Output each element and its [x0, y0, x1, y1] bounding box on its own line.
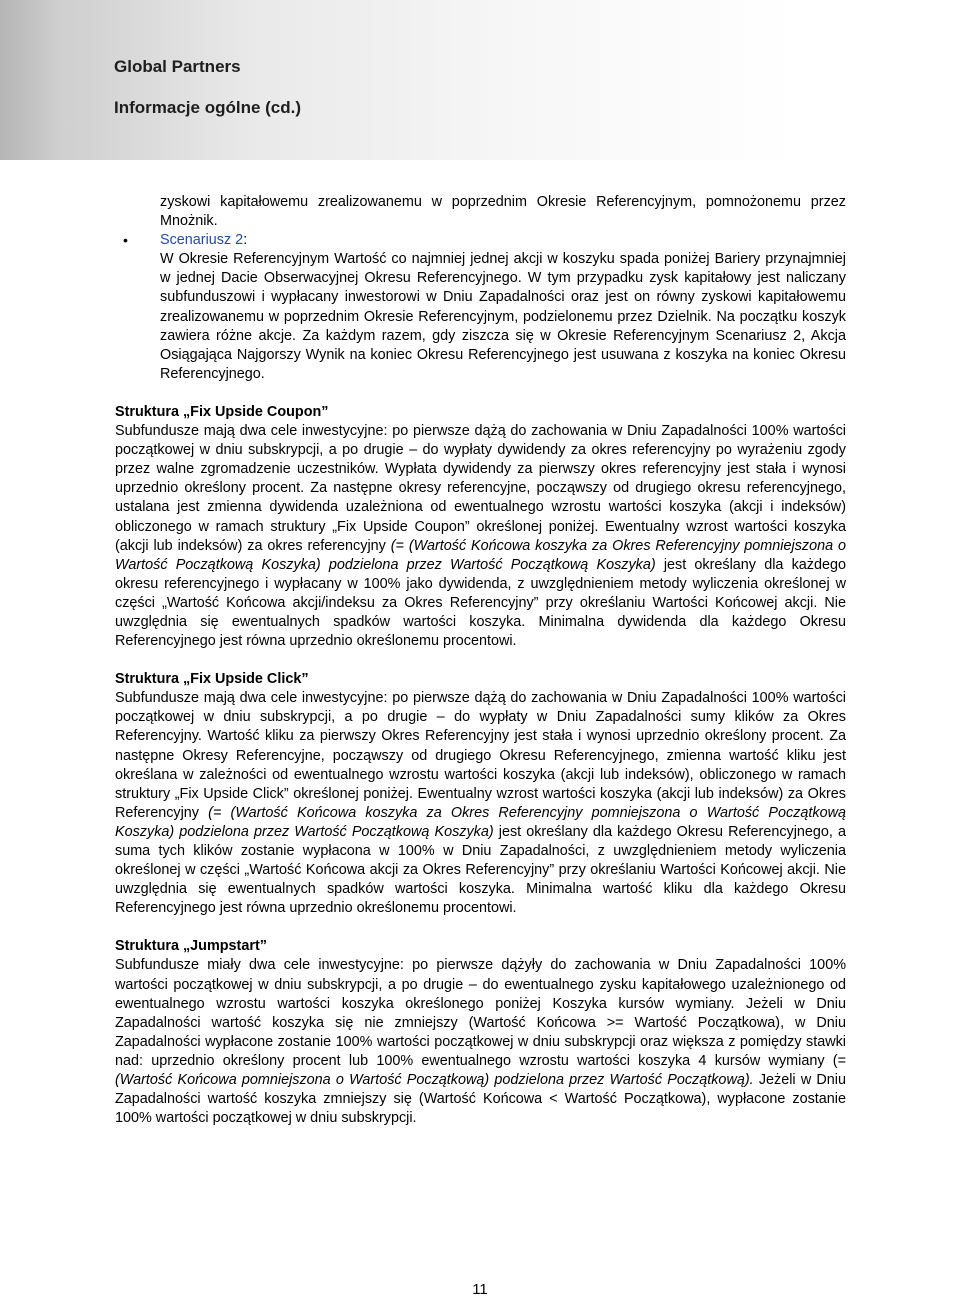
scenario-colon: :	[243, 232, 248, 249]
section-title: Struktura „Jumpstart”	[115, 938, 267, 955]
section-paragraph	[115, 422, 846, 651]
body-text: jest określany dla każdego Okresu Referencyjnego, a suma tych klików zostanie wypłacona w 100% w Dniu Zapadalności, z uwzględnieniem metody wyliczenia określonej w części „Wartość Końcowa akcji za Okres Referencyjny” przy określaniu Wartości Końcowej akcji. Nie uwzględnia się ewentualnych spadków wartości koszyka. Minimalna wartość kliku dla każdego Okresu Referencyjnego jest równa uprzednio określonemu procentowi.	[115, 823, 847, 917]
body-text: Subfundusze miały dwa cele inwestycyjne: po pierwsze dążyły do zachowania w Dniu Zapadalności 100% wartości początkowej w dniu subskrypcji, a po drugie – do ewentualnego zysku kapitałowego uzależnionego od ewentualnego wzrostu wartości koszyka określonego poniżej Koszyka kursów wymiany. Jeżeli w Dniu Zapadalności wartość koszyka się nie zmniejszy (Wartość Końcowa >= Wartość Początkowa), w Dniu Zapadalności wypłacone zostanie 100% wartości początkowej w dniu subskrypcji oraz większa z pomiędzy stawki nad: uprzednio określony procent lub 100% ewentualnego wzrostu wartości koszyka 4 kursów wymiany (=	[115, 957, 846, 1069]
page-header	[0, 0, 960, 160]
formula-text: (= (Wartość Końcowa koszyka za Okres Referencyjny pomniejszona o Wartość Początkową Koszyka) podzielona przez Wartość Początkową Koszyka)	[115, 537, 846, 573]
body-text: Jeżeli w Dniu Zapadalności wartość koszyka zmniejszy się (Wartość Końcowa < Wartość Początkowa), wypłacone zostanie 100% wartości początkowej w dniu subskrypcji.	[115, 1072, 847, 1127]
body-text: jest określany dla każdego okresu referencyjnego i wypłacany w 100% jako dywidenda, z uwzględnieniem metody wyliczenia określonej w części „Wartość Końcowa akcji/indeksu za Okres Referencyjny” przy określaniu Wartości Końcowej akcji. Nie uwzględnia się ewentualnych spadków wartości koszyka. Minimalna dywidenda dla każdego Okresu Referencyjnego jest równa uprzednio określonemu procentowi.	[115, 556, 846, 650]
scenario-label-line	[160, 231, 846, 250]
continuation-paragraph: zyskowi kapitałowemu zrealizowanemu w poprzednim Okresie Referencyjnym, pomnożonemu przez Mnożnik.	[160, 194, 846, 230]
section-title: Struktura „Fix Upside Click”	[115, 671, 309, 688]
section-paragraph	[115, 689, 846, 918]
body-text: Subfundusze mają dwa cele inwestycyjne: po pierwsze dążą do zachowania w Dniu Zapadalności 100% wartości początkowej w dniu subskrypcji, a po drugie – do wypłaty dywidendy za okres referencyjny po wyrażeniu zgody przez walne zgromadzenie uczestników. Wypłata dywidendy za pierwszy okres referencyjny jest stała i wynosi uprzednio określony procent. Za następne okresy referencyjne, począwszy od drugiego okresu referencyjnego, ustalana jest zmienna dywidenda uzależniona od ewentualnego wzrostu wartości koszyka (akcji i indeksów) obliczonego w ramach struktury „Fix Upside Coupon” określonej poniżej. Ewentualny wzrost wartości koszyka (akcji lub indeksów) za okres referencyjny	[115, 423, 846, 554]
section-fix-upside-click	[115, 670, 846, 918]
scenario-2-list-item	[123, 231, 846, 384]
document-body	[115, 193, 846, 1128]
company-name: Global Partners	[114, 57, 241, 76]
section-heading: Informacje ogólne (cd.)	[114, 98, 302, 117]
body-text: Subfundusze mają dwa cele inwestycyjne: po pierwsze dążą do zachowania w Dniu Zapadalności 100% wartości początkowej w dniu subskrypcji, a po drugie – do wypłaty w Dniu Zapadalności sumy klików za Okres Referencyjny. Wartość kliku za pierwszy Okres Referencyjny jest stała i wynosi uprzednio określony procent. Za następne Okresy Referencyjne, począwszy od drugiego Okresu Referencyjnego, zmienna wartość kliku jest określana w zależności od ewentualnego wzrostu wartości koszyka (akcji lub indeksów), obliczonego w ramach struktury „Fix Upside Click” określonej poniżej. Ewentualny wzrost wartości koszyka (akcji lub indeksów) za Okres Referencyjny	[115, 690, 846, 821]
scenario-label: Scenariusz 2	[160, 232, 244, 249]
section-paragraph	[115, 956, 846, 1128]
scenario-paragraph: W Okresie Referencyjnym Wartość co najmniej jednej akcji w koszyku spada poniżej Bariery przynajmniej w jednej Dacie Obserwacyjnej Okresu Referencyjnego. W tym przypadku zysk kapitałowy jest naliczany subfunduszowi i wypłacany inwestorowi w Dniu Zapadalności oraz jest on równy zyskowi kapitałowemu zrealizowanemu w poprzednim Okresie Referencyjnym, podzielonemu przez Dzielnik. Na początku koszyk zawiera różne akcje. Za każdym razem, gdy ziszcza się w Okresie Referencyjnym Scenariusz 2, Akcja Osiągająca Najgorszy Wynik na koniec Okresu Referencyjnego jest usuwana z koszyka na koniec Okresu Referencyjnego.	[160, 251, 846, 382]
section-title: Struktura „Fix Upside Coupon”	[115, 403, 329, 420]
bullet-icon: •	[123, 232, 128, 249]
section-fix-upside-coupon	[115, 403, 846, 651]
formula-text: (Wartość Końcowa pomniejszona o Wartość Początkową) podzielona przez Wartość Początkową).	[115, 1072, 754, 1089]
formula-text: (= (Wartość Końcowa koszyka za Okres Referencyjny pomniejszona o Wartość Początkową Koszyka) podzielona przez Wartość Początkową Koszyka)	[115, 804, 846, 840]
page-number: 11	[472, 1281, 488, 1298]
section-jumpstart	[115, 937, 846, 1128]
